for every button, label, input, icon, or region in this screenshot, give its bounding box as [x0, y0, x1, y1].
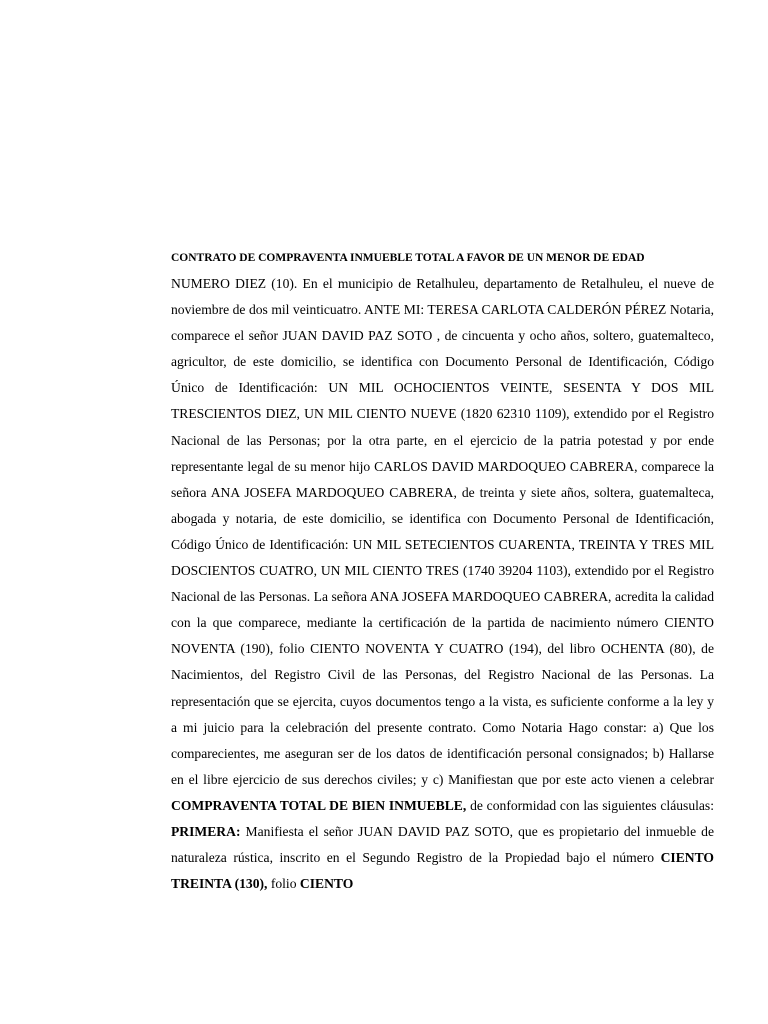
body-segment: de conformidad con las siguientes cláusulas:: [466, 797, 714, 813]
document-title: CONTRATO DE COMPRAVENTA INMUEBLE TOTAL A FAVOR DE UN MENOR DE EDAD: [171, 252, 645, 264]
body-segment: folio: [267, 876, 300, 892]
document-body: [171, 271, 714, 897]
bold-segment: PRIMERA:: [171, 823, 241, 839]
bold-segment: CIENTO: [299, 876, 354, 892]
body-segment: NUMERO DIEZ (10). En el municipio de Retalhuleu, departamento de Retalhuleu, el nueve de noviembre de dos mil veinticuatro. ANTE MI: TERESA CARLOTA CALDERÓN PÉREZ Notaria, comparece el señor JUAN DAVID PAZ SOTO , de cincuenta y ocho años, soltero, guatemalteco, agricultor, de este domicilio, se identifica con Documento Personal de Identificación, Código Único de Identificación: UN MIL OCHOCIENTOS VEINTE, SESENTA Y DOS MIL TRESCIENTOS DIEZ, UN MIL CIENTO NUEVE (1820 62310 1109), extendido por el Registro Nacional de las Personas; por la otra parte, en el ejercicio de la patria potestad y por ende representante legal de su menor hijo CARLOS DAVID MARDOQUEO CABRERA, comparece la señora ANA JOSEFA MARDOQUEO CABRERA, de treinta y siete años, soltera, guatemalteca, abogada y notaria, de este domicilio, se identifica con Documento Personal de Identificación, Código Único de Identificación: UN MIL SETECIENTOS CUARENTA, TREINTA Y TRES MIL DOSCIENTOS CUATRO, UN MIL CIENTO TRES (1740 39204 1103), extendido por el Registro Nacional de las Personas. La señora ANA JOSEFA MARDOQUEO CABRERA, acredita la calidad con la que comparece, mediante la certificación de la partida de nacimiento número CIENTO NOVENTA (190), folio CIENTO NOVENTA Y CUATRO (194), del libro OCHENTA (80), de Nacimientos, del Registro Civil de las Personas, del Registro Nacional de las Personas. La representación que se ejercita, cuyos documentos tengo a la vista, es suficiente conforme a la ley y a mi juicio para la celebración del presente contrato. Como Notaria Hago constar: a) Que los comparecientes, me aseguran ser de los datos de identificación personal consignados; b) Hallarse en el libre ejercicio de sus derechos civiles; y c) Manifiestan que por este acto vienen a celebrar: [171, 276, 714, 787]
bold-segment: CIENTO TREINTA (130),: [171, 850, 714, 892]
body-segment: Manifiesta el señor JUAN DAVID PAZ SOTO, que es propietario del inmueble de naturaleza rústica, inscrito en el Segundo Registro de la Propiedad bajo el número: [171, 823, 714, 866]
bold-segment: COMPRAVENTA TOTAL DE BIEN INMUEBLE,: [171, 797, 467, 813]
